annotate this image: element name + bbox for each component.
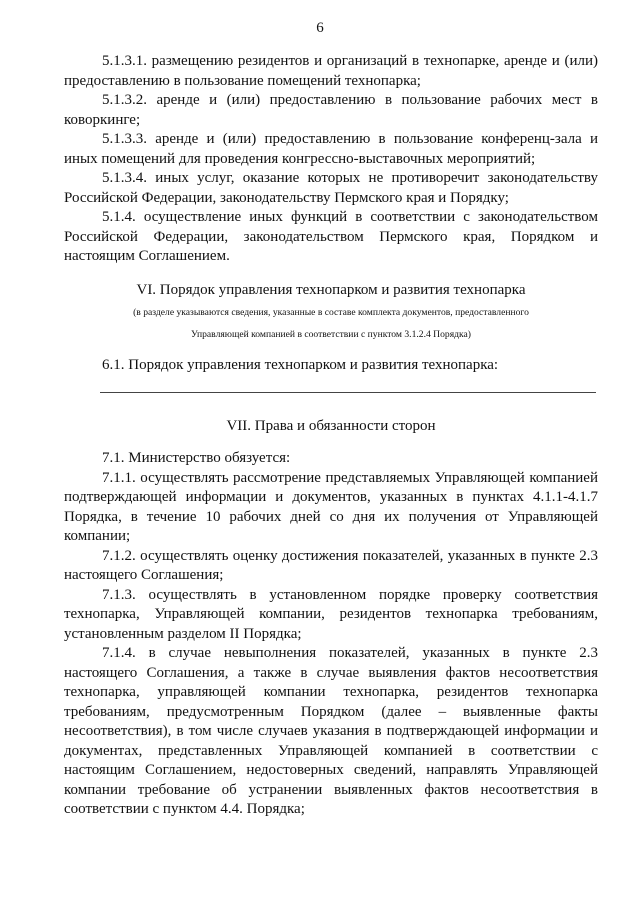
paragraph-7-1-1: 7.1.1. осуществлять рассмотрение представляемых Управляющей компанией подтверждающей информации и документов, указанных в пунктах 4.1.1-4.1.7 Порядка, в течение 10 рабочих дней со дня их получения от Управляющей компании; — [64, 469, 598, 544]
paragraph-5-1-3-2: 5.1.3.2. аренде и (или) предоставлению в пользование рабочих мест в коворкинге; — [64, 92, 598, 128]
paragraph-7-1: 7.1. Министерство обязуется: — [102, 450, 291, 466]
document-body — [64, 52, 598, 820]
paragraph-5-1-3-3: 5.1.3.3. аренде и (или) предоставлению в пользование конференц-зала и иных помещений для проведения конгрессно-выставочных мероприятий; — [64, 131, 598, 167]
paragraph-6-1: 6.1. Порядок управления технопарком и развития технопарка: — [102, 357, 499, 373]
paragraph-5-1-3-1: 5.1.3.1. размещению резидентов и организаций в технопарке, аренде и (или) предоставлению в пользование помещений технопарка; — [64, 53, 598, 89]
page-number: 6 — [316, 20, 324, 36]
fill-in-line — [100, 378, 596, 393]
paragraph-7-1-4: 7.1.4. в случае невыполнения показателей, указанных в пункте 2.3 настоящего Соглашения, а также в случае выявления фактов несоответствия технопарка, управляющей компании технопарка, резидентов технопарка требованиям, предусмотренным Порядком (далее – выявленные факты несоответствия), в том числе случаев указания в подтверждающей информации и документах, представленных Управляющей компанией в соответствии с настоящим Соглашением, недостоверных сведений, направлять Управляющей компании требование об устранении выявленных фактов несоответствия в соответствии с пунктом 4.4. Порядка; — [64, 645, 598, 817]
section-vi-note-line1: (в разделе указываются сведения, указанные в составе комплекта документов, предоставленного — [133, 307, 529, 318]
paragraph-5-1-4: 5.1.4. осуществление иных функций в соответствии с законодательством Российской Федерации, законодательством Пермского края, Порядком и настоящим Соглашением. — [64, 209, 598, 264]
section-vi-title: VI. Порядок управления технопарком и развития технопарка — [136, 281, 526, 298]
paragraph-7-1-3: 7.1.3. осуществлять в установленном порядке проверку соответствия технопарка, Управляющей компании, резидентов технопарка требованиям, установленным разделом II Порядка; — [64, 586, 598, 642]
paragraph-7-1-2: 7.1.2. осуществлять оценку достижения показателей, указанных в пункте 2.3 настоящего Соглашения; — [64, 547, 598, 583]
section-vii-title: VII. Права и обязанности сторон — [226, 417, 436, 434]
paragraph-5-1-3-4: 5.1.3.4. иных услуг, оказание которых не противоречит законодательству Российской Федерации, законодательству Пермского края и Порядку; — [64, 170, 598, 206]
section-vi-note-line2: Управляющей компанией в соответствии с пунктом 3.1.2.4 Порядка) — [191, 329, 471, 340]
